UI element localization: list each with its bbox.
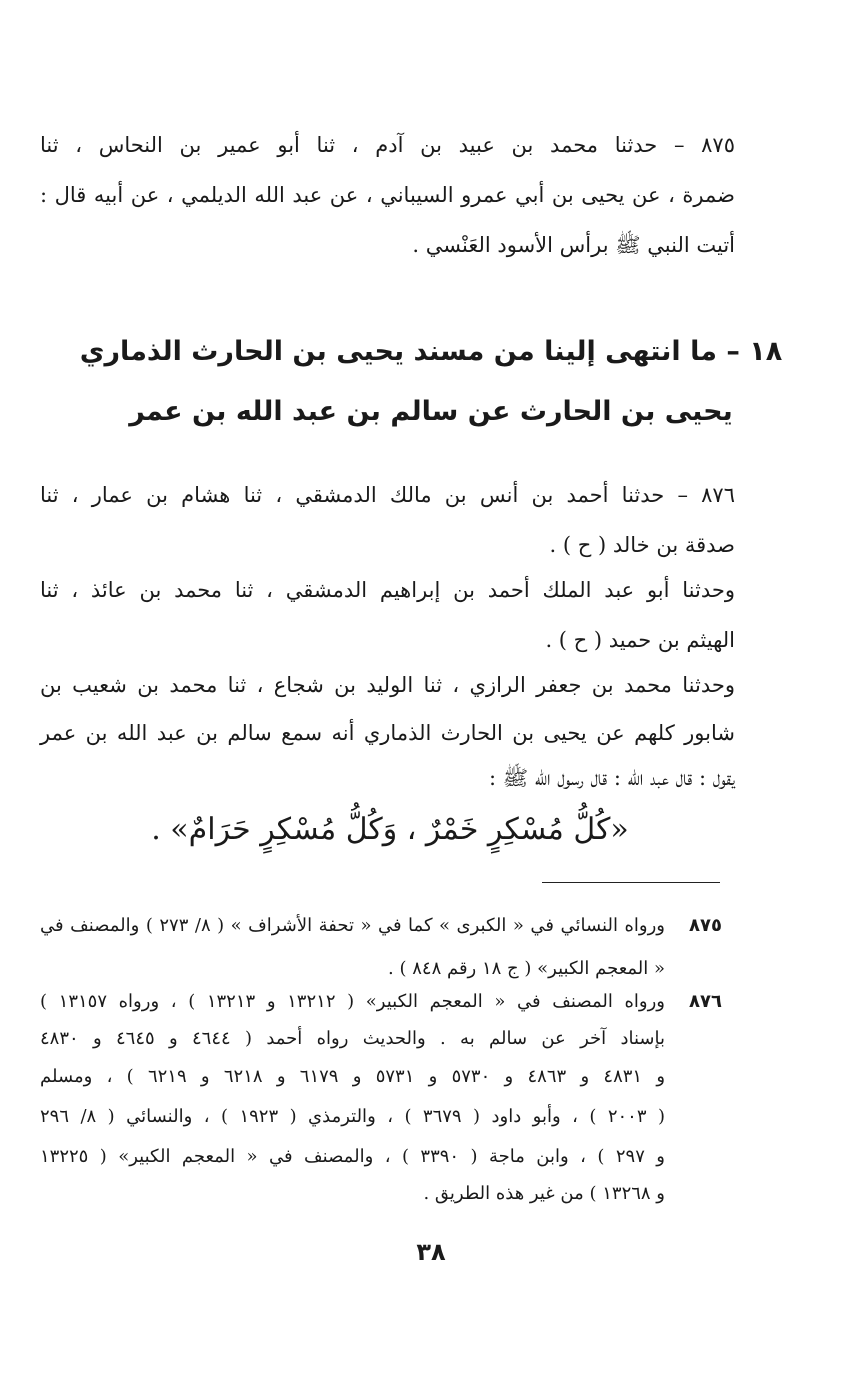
footnote-line: بإسناد آخر عن سالم به . والحديث رواه أحمد ( ٤٦٤٤ و ٤٦٤٥ و ٤٨٣٠: [40, 1028, 665, 1049]
page-number: ٣٨: [416, 1238, 446, 1266]
text-line: صدقة بن خالد ( ح ) .: [549, 533, 735, 557]
footnote-line: ورواه المصنف في « المعجم الكبير» ( ١٣٢١٢ و ١٣٢١٣ ) ، ورواه ١٣١٥٧ ): [40, 991, 665, 1012]
footnote-number: ٨٧٥: [689, 915, 722, 936]
text-line: شابور كلهم عن يحيى بن الحارث الذماري أنه سمع سالم بن عبد الله بن عمر: [40, 721, 735, 745]
hadith-quote: «كُلُّ مُسْكِرٍ خَمْرٌ ، وَكُلُّ مُسْكِرٍ حَرَامٌ» .: [151, 812, 629, 847]
footnote-line: و ١٣٢٦٨ ) من غير هذه الطريق .: [423, 1183, 665, 1204]
text-line: أتيت النبي ﷺ برأس الأسود العَنْسي .: [412, 233, 735, 257]
text-line: وحدثنا أبو عبد الملك أحمد بن إبراهيم الدمشقي ، ثنا محمد بن عائذ ، ثنا: [40, 578, 735, 602]
text-line: وحدثنا محمد بن جعفر الرازي ، ثنا الوليد بن شجاع ، ثنا محمد بن شعيب بن: [40, 673, 735, 697]
text-line: ٨٧٦ – حدثنا أحمد بن أنس بن مالك الدمشقي ، ثنا هشام بن عمار ، ثنا: [40, 483, 735, 507]
text-line: الهيثم بن حميد ( ح ) .: [545, 628, 735, 652]
text-line: ٨٧٥ – حدثنا محمد بن عبيد بن آدم ، ثنا أبو عمير بن النحاس ، ثنا: [40, 133, 735, 157]
section-title-line-2: يحيى بن الحارث عن سالم بن عبد الله بن عمر: [129, 396, 733, 427]
footnote-separator: [542, 882, 720, 883]
footnote-line: و ٢٩٧ ) ، وابن ماجة ( ٣٣٩٠ ) ، والمصنف في « المعجم الكبير» ( ١٣٢٢٥: [40, 1146, 666, 1167]
footnote-number: ٨٧٦: [689, 991, 722, 1012]
section-title-line-1: ١٨ – ما انتهى إلينا من مسند يحيى بن الحارث الذماري: [79, 336, 783, 367]
footnote-line: و ٤٨٣١ و ٤٨٦٣ و ٥٧٣٠ و ٥٧٣١ و ٦١٧٩ و ٦٢١٨ و ٦٢١٩ ) ، ومسلم: [40, 1066, 666, 1087]
text-line: يقول : قال عبد الله : قال رسول الله ﷺ :: [489, 766, 735, 790]
footnote-line: « المعجم الكبير» ( ج ١٨ رقم ٨٤٨ ) .: [388, 958, 665, 979]
footnote-line: ورواه النسائي في « الكبرى » كما في « تحفة الأشراف » ( ٨/ ٢٧٣ ) والمصنف في: [40, 915, 665, 936]
text-line: ضمرة ، عن يحيى بن أبي عمرو السيباني ، عن عبد الله الديلمي ، عن أبيه قال :: [40, 183, 735, 207]
footnote-line: ( ٢٠٠٣ ) ، وأبو داود ( ٣٦٧٩ ) ، والترمذي ( ١٩٢٣ ) ، والنسائي ( ٨/ ٢٩٦: [40, 1106, 665, 1127]
